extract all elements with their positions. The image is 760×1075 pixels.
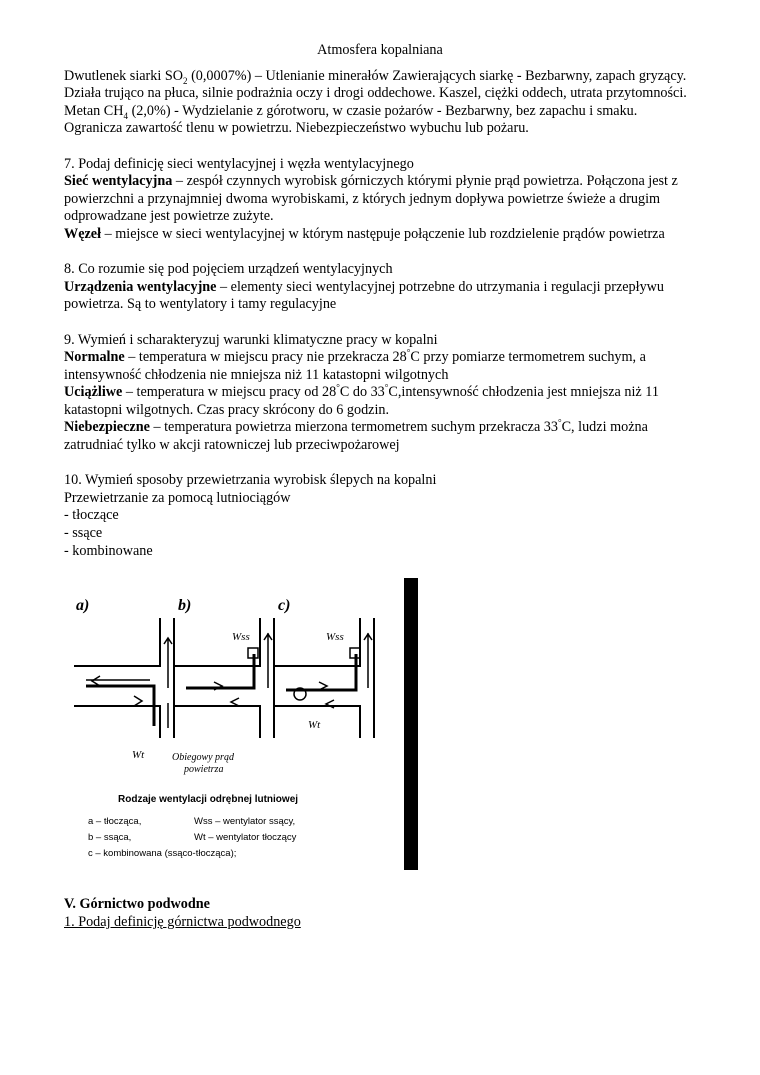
so2-prefix: Dwutlenek siarki SO (64, 67, 184, 84)
section-heading: V. Górnictwo podwodne (64, 896, 210, 913)
q8-question: 8. Co rozumie się pod pojęciem urządzeń wentylacyjnych (64, 261, 393, 278)
document-page (64, 42, 696, 931)
q9-normal-text-a: – temperatura w miejscu pracy nie przekracza 28 (124, 349, 407, 366)
panel-c (274, 618, 374, 738)
q10-item: - kombinowane (64, 542, 153, 559)
legend-b: b – ssąca, (88, 832, 132, 844)
q7-term1: Sieć wentylacyjna (64, 173, 173, 190)
q9-hard (64, 384, 696, 419)
ch4-text: (2,0%) - Wydzielanie z górotworu, w czasie pożarów - Bezbarwny, bez zapachu i smaku. Ogranicza zawartość tlenu w powietrzu. Niebezpieczeństwo wybuchu lub pożaru. (64, 102, 638, 137)
q7-def2 (64, 226, 696, 244)
q10-intro: Przewietrzanie za pomocą lutniociągów (64, 489, 291, 506)
ch4-paragraph (64, 103, 696, 138)
so2-text: (0,0007%) – Utlenianie minerałów Zawierających siarkę - Bezbarwny, zapach gryzący. Działa trująco na płuca, silnie podrażnia oczy i drogi oddechowe. Kaszel, ciężki oddech, utrata przytomności. (64, 67, 687, 102)
q8-term: Urządzenia wentylacyjne (64, 278, 217, 295)
so2-paragraph (64, 68, 696, 103)
q9-question: 9. Wymień i scharakteryzuj warunki klimatyczne pracy w kopalni (64, 331, 438, 348)
legend-ws: Wss – wentylator ssący, (194, 816, 296, 828)
q9-hard-text-b: C do 33 (339, 384, 385, 401)
q9-normal (64, 349, 696, 384)
q7-def1-text: – zespół czynnych wyrobisk górniczych którymi płynie prąd powietrza. Połączona jest z powierzchni a przynajmniej dwoma wyrobiskami, z których jednym dopływa powietrze świeże a drugim odprowadzane jest powietrze zużyte. (64, 173, 678, 225)
q9-hard-text-a: – temperatura w miejscu pracy od 28 (122, 384, 337, 401)
so2-subscript: 2 (183, 75, 188, 86)
q8-def (64, 279, 696, 314)
q7-term2: Węzeł (64, 225, 102, 242)
q9-danger-term: Niebezpieczne (64, 419, 150, 436)
loop-note-line2: powietrza (184, 764, 224, 776)
legend-wt: Wt – wentylator tłoczący (194, 832, 297, 844)
q7-def2-text: – miejsce w sieci wentylacyjnej w którym następuje połączenie lub rozdzielenie prądów powietrza (101, 225, 665, 242)
section-question: 1. Podaj definicję górnictwa podwodnego (64, 913, 301, 930)
ventilation-diagram (64, 578, 696, 896)
ws-label-c: Wss (326, 631, 344, 644)
q10-item: - tłoczące (64, 507, 119, 524)
loop-note-line1: Obiegowy prąd (172, 752, 234, 764)
ch4-subscript: 4 (123, 110, 129, 121)
page-title: Atmosfera kopalniana (317, 42, 443, 58)
legend-a: a – tłocząca, (88, 816, 142, 828)
panel-b-label: b) (178, 597, 192, 615)
wt-label-c: Wt (308, 719, 321, 732)
panel-c-label: c) (278, 597, 291, 615)
ws-label-b: Wss (232, 631, 250, 644)
q7-question: 7. Podaj definicję sieci wentylacyjnej i węzła wentylacyjnego (64, 155, 414, 172)
q9-danger-text-b: C, ludzi można zatrudniać tylko w akcji ratowniczej lub przeciwpożarowej (64, 419, 648, 454)
degree-sign: ° (336, 382, 340, 393)
degree-sign: ° (406, 347, 411, 358)
panel-b (174, 618, 274, 738)
figure-caption: Rodzaje wentylacji odrębnej lutniowej (118, 794, 299, 806)
degree-sign: ° (384, 382, 389, 393)
q8-def-text: – elementy sieci wentylacyjnej potrzebne do utrzymania i regulacji przepływu powietrza. Są to wentylatory i tamy regulacyjne (64, 278, 665, 313)
degree-sign: ° (557, 417, 562, 428)
q9-hard-term: Uciążliwe (64, 384, 123, 401)
q10-item: - ssące (64, 525, 103, 542)
q9-normal-term: Normalne (64, 349, 125, 366)
ventilation-figure (64, 578, 696, 896)
q9-hard-text-c: C,intensywność chłodzenia jest mniejsza niż 11 katastopni wilgotnych. Czas pracy skrócony do 6 godzin. (64, 384, 659, 418)
q10-question: 10. Wymień sposoby przewietrzania wyrobisk ślepych na kopalni (64, 472, 437, 489)
panel-a-label: a) (76, 597, 90, 615)
wt-label-a: Wt (132, 749, 145, 762)
ch4-prefix: Metan CH (64, 102, 124, 119)
q9-danger (64, 419, 696, 454)
panel-a (74, 618, 174, 738)
q9-normal-text-b: C przy pomiarze termometrem suchym, a intensywność chłodzenia nie mniejsza niż 11 katastopni wilgotnych (64, 349, 646, 383)
q7-def1 (64, 173, 696, 226)
legend-c: c – kombinowana (ssąco-tłocząca); (88, 848, 237, 860)
q9-danger-text-a: – temperatura powietrza mierzona termometrem suchym przekracza 33 (149, 419, 558, 436)
scan-edge-bar (404, 578, 418, 870)
